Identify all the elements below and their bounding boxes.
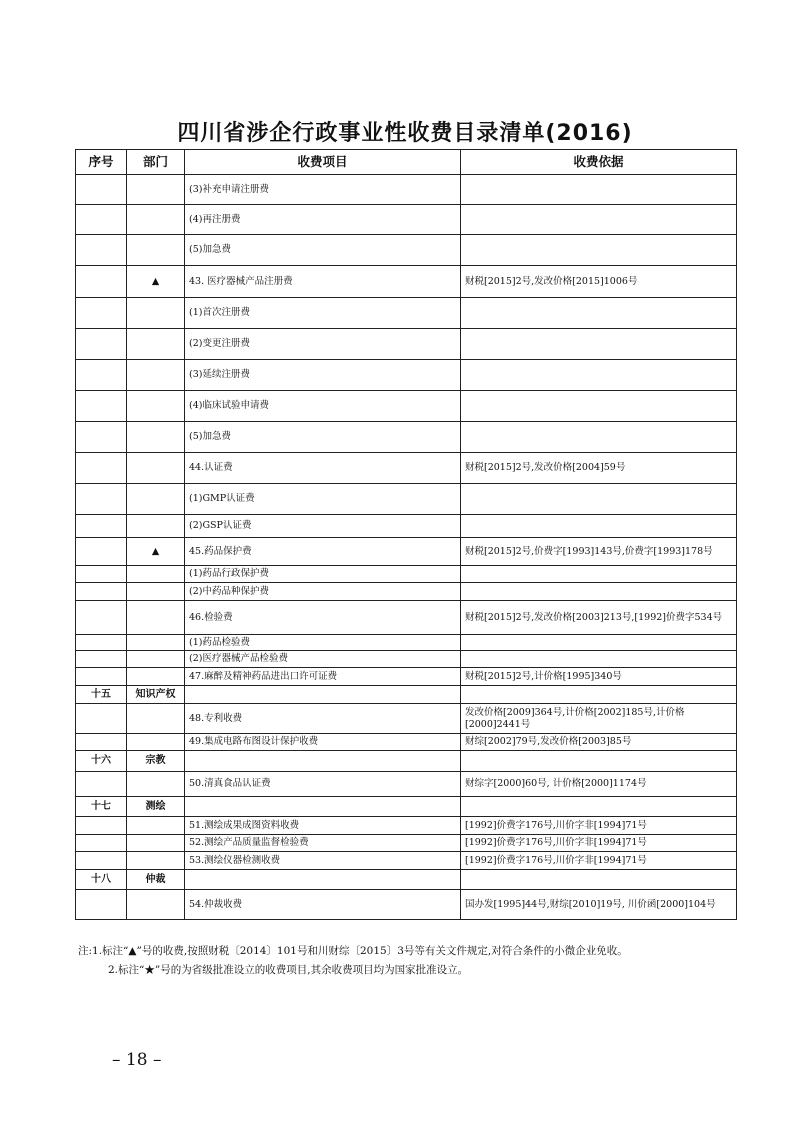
cell-dept: 知识产权 [127,686,185,704]
cell-seq [76,583,127,601]
footnote-1: 注:1.标注“▲”号的收费,按照财税〔2014〕101号和川财综〔2015〕3号等有关文件规定,对符合条件的小微企业免收。 [78,945,628,957]
cell-basis [461,329,737,360]
cell-basis [461,566,737,583]
cell-basis: 财税[2015]2号,价费字[1993]143号,价费字[1993]178号 [461,538,737,566]
cell-dept [127,704,185,734]
table-row [76,205,737,235]
cell-dept: 测绘 [127,797,185,817]
cell-dept [127,329,185,360]
cell-seq [76,515,127,538]
table-row [76,601,737,635]
cell-item: 51.测绘成果成图资料收费 [185,817,461,835]
cell-seq: 十六 [76,751,127,772]
cell-seq [76,601,127,635]
cell-basis [461,651,737,668]
cell-seq [76,890,127,920]
cell-basis [461,751,737,772]
cell-seq: 十七 [76,797,127,817]
cell-dept [127,734,185,751]
table-row [76,566,737,583]
table-row [76,635,737,651]
cell-dept: 仲裁 [127,870,185,890]
table-row [76,175,737,205]
cell-seq [76,484,127,515]
cell-basis [461,583,737,601]
cell-item: 49.集成电路布图设计保护收费 [185,734,461,751]
cell-dept [127,890,185,920]
cell-basis: 财综[2002]79号,发改价格[2003]85号 [461,734,737,751]
cell-dept [127,668,185,686]
table-row [76,835,737,852]
cell-item: 54.仲裁收费 [185,890,461,920]
cell-dept [127,205,185,235]
cell-dept [127,298,185,329]
cell-seq [76,734,127,751]
footnote-2: 2.标注“★”号的为省级批准设立的收费项目,其余收费项目均为国家批准设立。 [108,964,469,976]
cell-seq [76,538,127,566]
table-row [76,852,737,870]
cell-dept [127,651,185,668]
cell-seq [76,298,127,329]
cell-basis [461,391,737,422]
cell-basis [461,686,737,704]
cell-basis [461,175,737,205]
table-row [76,704,737,734]
table-row [76,686,737,704]
table-row [76,890,737,920]
cell-seq [76,835,127,852]
table-row [76,484,737,515]
cell-item: (4)临床试验申请费 [185,391,461,422]
table-row [76,391,737,422]
cell-item: (2)GSP认证费 [185,515,461,538]
cell-seq [76,205,127,235]
cell-item: (1)GMP认证费 [185,484,461,515]
cell-item: 45.药品保护费 [185,538,461,566]
cell-item: 48.专利收费 [185,704,461,734]
cell-item: (5)加急费 [185,422,461,453]
cell-dept [127,391,185,422]
cell-seq [76,175,127,205]
cell-basis: [1992]价费字176号,川价字非[1994]71号 [461,852,737,870]
cell-item: (4)再注册费 [185,205,461,235]
cell-basis: 财税[2015]2号,发改价格[2003]213号,[1992]价费字534号 [461,601,737,635]
table-header-row [76,150,737,175]
cell-item [185,797,461,817]
cell-dept [127,566,185,583]
cell-item: 46.检验费 [185,601,461,635]
cell-dept [127,235,185,266]
cell-basis [461,515,737,538]
cell-item [185,870,461,890]
cell-basis [461,635,737,651]
cell-item: (2)医疗器械产品检验费 [185,651,461,668]
table-row [76,329,737,360]
header-basis: 收费依据 [461,150,737,175]
cell-item: 47.麻醉及精神药品进出口许可证费 [185,668,461,686]
header-item: 收费项目 [185,150,461,175]
cell-basis: 财税[2015]2号,发改价格[2004]59号 [461,453,737,484]
table-row [76,360,737,391]
cell-basis [461,422,737,453]
table-row [76,422,737,453]
cell-basis: [1992]价费字176号,川价字非[1994]71号 [461,835,737,852]
table-body [76,175,737,920]
table-row [76,817,737,835]
cell-dept [127,835,185,852]
cell-dept [127,453,185,484]
cell-item: (2)中药品种保护费 [185,583,461,601]
page-number: – 18 – [112,1050,162,1070]
cell-seq [76,266,127,298]
cell-item: 52.测绘产品质量监督检验费 [185,835,461,852]
table-row [76,453,737,484]
cell-item: 43. 医疗器械产品注册费 [185,266,461,298]
cell-seq [76,668,127,686]
table-row [76,797,737,817]
cell-basis: 财税[2015]2号,计价格[1995]340号 [461,668,737,686]
cell-dept [127,601,185,635]
cell-seq [76,422,127,453]
cell-dept [127,817,185,835]
cell-item: (1)药品检验费 [185,635,461,651]
cell-item: 53.测绘仪器检测收费 [185,852,461,870]
table-row [76,583,737,601]
cell-seq [76,329,127,360]
header-seq: 序号 [76,150,127,175]
cell-basis [461,205,737,235]
cell-basis: 财综字[2000]60号, 计价格[2000]1174号 [461,772,737,797]
table-row [76,298,737,329]
cell-seq [76,651,127,668]
cell-basis: [1992]价费字176号,川价字非[1994]71号 [461,817,737,835]
cell-seq: 十五 [76,686,127,704]
cell-seq [76,453,127,484]
cell-item [185,751,461,772]
cell-basis [461,360,737,391]
cell-item: (5)加急费 [185,235,461,266]
cell-item: 44.认证费 [185,453,461,484]
cell-dept: 宗教 [127,751,185,772]
cell-seq [76,817,127,835]
cell-dept: ▲ [127,266,185,298]
cell-dept [127,175,185,205]
cell-dept [127,852,185,870]
cell-seq [76,566,127,583]
cell-seq: 十八 [76,870,127,890]
cell-basis: 财税[2015]2号,发改价格[2015]1006号 [461,266,737,298]
table-row [76,668,737,686]
cell-item: (2)变更注册费 [185,329,461,360]
cell-basis [461,870,737,890]
table-row [76,538,737,566]
cell-dept [127,422,185,453]
table-row [76,734,737,751]
table-row [76,266,737,298]
fee-table [75,149,737,920]
cell-seq [76,704,127,734]
cell-dept [127,360,185,391]
cell-seq [76,772,127,797]
cell-item: (3)延续注册费 [185,360,461,391]
table-row [76,651,737,668]
cell-seq [76,852,127,870]
table-row [76,515,737,538]
cell-dept [127,515,185,538]
footnotes [78,943,738,978]
cell-seq [76,391,127,422]
cell-dept [127,484,185,515]
table-row [76,235,737,266]
header-dept: 部门 [127,150,185,175]
cell-dept [127,583,185,601]
cell-item: (1)首次注册费 [185,298,461,329]
cell-item [185,686,461,704]
cell-item: (1)药品行政保护费 [185,566,461,583]
cell-seq [76,635,127,651]
cell-dept [127,635,185,651]
cell-item: 50.清真食品认证费 [185,772,461,797]
table-row [76,772,737,797]
cell-item: (3)补充申请注册费 [185,175,461,205]
cell-basis: 发改价格[2009]364号,计价格[2002]185号,计价格[2000]2441号 [461,704,737,734]
cell-seq [76,235,127,266]
table-row [76,870,737,890]
cell-basis [461,484,737,515]
cell-seq [76,360,127,391]
page-title: 四川省涉企行政事业性收费目录清单(2016) [177,121,633,146]
cell-basis [461,235,737,266]
cell-basis [461,797,737,817]
cell-dept: ▲ [127,538,185,566]
table-row [76,751,737,772]
cell-basis [461,298,737,329]
cell-basis: 国办发[1995]44号,财综[2010]19号, 川价函[2000]104号 [461,890,737,920]
cell-dept [127,772,185,797]
